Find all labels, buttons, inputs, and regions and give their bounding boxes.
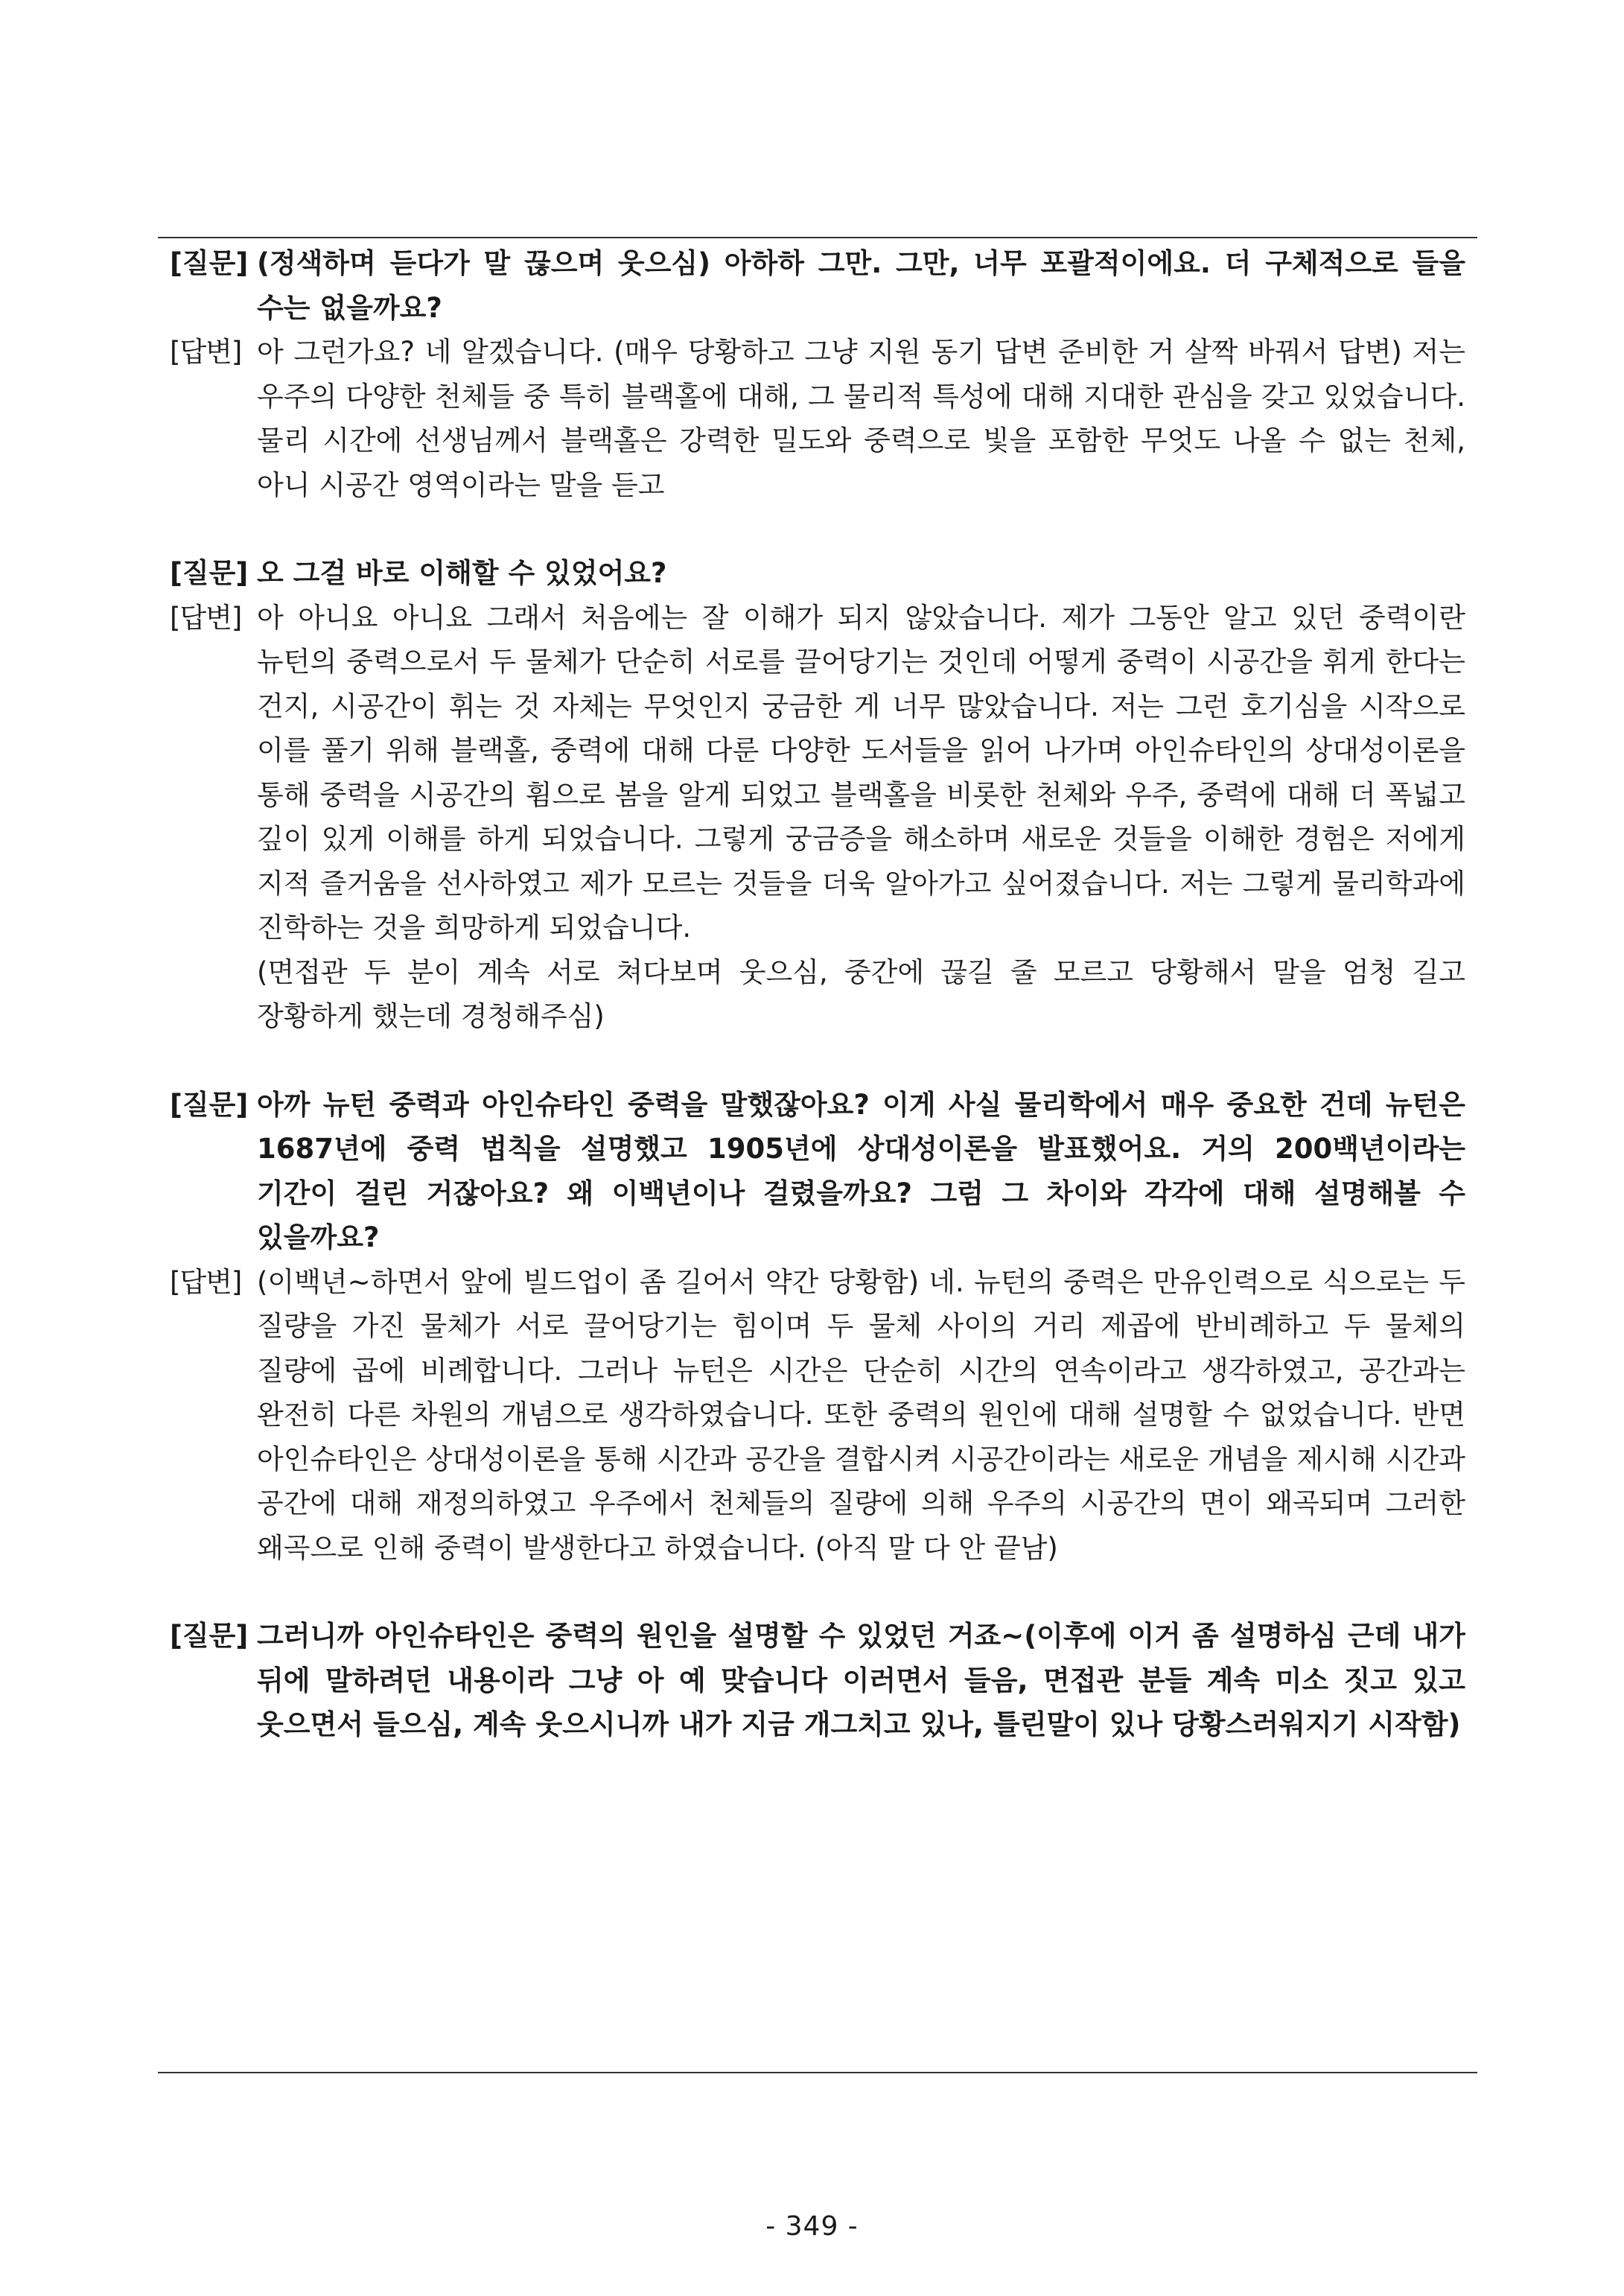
spacer (170, 1570, 1465, 1614)
answer-tag: [답변] (170, 1265, 242, 1298)
answer-text: 아 그런가요? 네 알겠습니다. (매우 당황하고 그냥 지원 동기 답변 준비한 거 살짝 바꿔서 답변) 저는 우주의 다양한 천체들 중 특히 블랙홀에 대해, 그 물리적 특성에 대해 지대한 관심을 갖고 있었습니다. 물리 시간에 선생님께서 블랙홀은 강력한 밀도와 중력으로 빛을 포함한 무엇도 나올 수 없는 천체, 아니 시공간 영역이라는 말을 듣고 (257, 336, 1465, 501)
answer-tag: [답변] (170, 601, 242, 634)
question-4 (170, 1614, 1465, 1747)
question-3 (170, 1083, 1465, 1260)
question-1 (170, 241, 1465, 330)
bottom-rule (158, 2072, 1477, 2073)
spacer (170, 1039, 1465, 1083)
question-text: 아까 뉴턴 중력과 아인슈타인 중력을 말했잖아요? 이게 사실 물리학에서 매우 중요한 건데 뉴턴은 1687년에 중력 법칙을 설명했고 1905년에 상대성이론을 발표했어요. 거의 200백년이라는 기간이 걸린 거잖아요? 왜 이백년이나 걸렸을까요? 그럼 그 차이와 각각에 대해 설명해볼 수 있을까요? (257, 1088, 1465, 1253)
answer-text: (이백년~하면서 앞에 빌드업이 좀 길어서 약간 당황함) 네. 뉴턴의 중력은 만유인력으로 식으로는 두 질량을 가진 물체가 서로 끌어당기는 힘이며 두 물체 사이의 거리 제곱에 반비례하고 두 물체의 질량에 곱에 비례합니다. 그러나 뉴턴은 시간은 단순히 시간의 연속이라고 생각하였고, 공간과는 완전히 다른 차원의 개념으로 생각하였습니다. 또한 중력의 원인에 대해 설명할 수 없었습니다. 반면 아인슈타인은 상대성이론을 통해 시간과 공간을 결합시켜 시공간이라는 새로운 개념을 제시해 시간과 공간에 대해 재정의하였고 우주에서 천체들의 질량에 의해 우주의 시공간의 면이 왜곡되며 그러한 왜곡으로 인해 중력이 발생한다고 하였습니다. (아직 말 다 안 끝남) (257, 1265, 1465, 1564)
answer-1 (170, 330, 1465, 507)
top-rule (158, 237, 1477, 238)
interview-transcript (170, 241, 1465, 1747)
question-text: 그러니까 아인슈타인은 중력의 원인을 설명할 수 있었던 거죠~(이후에 이거 좀 설명하심 근데 내가 뒤에 말하려던 내용이라 그냥 아 예 맞습니다 이러면서 들음, 면접관 분들 계속 미소 짓고 있고 웃으면서 들으심, 계속 웃으시니까 내가 지금 개그치고 있나, 틀린말이 있나 당황스러워지기 시작함) (257, 1620, 1465, 1740)
spacer (170, 507, 1465, 551)
answer-2 (170, 596, 1465, 950)
question-tag: [질문] (170, 1088, 249, 1121)
answer-3 (170, 1260, 1465, 1571)
interviewer-reaction-note: (면접관 두 분이 계속 서로 쳐다보며 웃으심, 중간에 끊길 줄 모르고 당황해서 말을 엄청 길고 장황하게 했는데 경청해주심) (257, 955, 1465, 1032)
page-number: - 349 - (765, 2211, 859, 2242)
answer-tag: [답변] (170, 336, 242, 368)
question-text: 오 그걸 바로 이해할 수 있었어요? (257, 557, 667, 589)
question-tag: [질문] (170, 1620, 249, 1652)
question-tag: [질문] (170, 557, 249, 589)
answer-text: 아 아니요 아니요 그래서 처음에는 잘 이해가 되지 않았습니다. 제가 그동안 알고 있던 중력이란 뉴턴의 중력으로서 두 물체가 단순히 서로를 끌어당기는 것인데 어떻게 중력이 시공간을 휘게 한다는 건지, 시공간이 휘는 것 자체는 무엇인지 궁금한 게 너무 많았습니다. 저는 그런 호기심을 시작으로 이를 풀기 위해 블랙홀, 중력에 대해 다룬 다양한 도서들을 읽어 나가며 아인슈타인의 상대성이론을 통해 중력을 시공간의 휨으로 봄을 알게 되었고 블랙홀을 비롯한 천체와 우주, 중력에 대해 더 폭넓고 깊이 있게 이해를 하게 되었습니다. 그렇게 궁금증을 해소하며 새로운 것들을 이해한 경험은 저에게 지적 즐거움을 선사하였고 제가 모르는 것들을 더욱 알아가고 싶어졌습니다. 저는 그렇게 물리학과에 진학하는 것을 희망하게 되었습니다. (257, 601, 1465, 944)
question-tag: [질문] (170, 247, 249, 279)
question-text: (정색하며 듣다가 말 끊으며 웃으심) 아하하 그만. 그만, 너무 포괄적이에요. 더 구체적으로 들을 수는 없을까요? (257, 247, 1465, 324)
question-2 (170, 551, 1465, 596)
